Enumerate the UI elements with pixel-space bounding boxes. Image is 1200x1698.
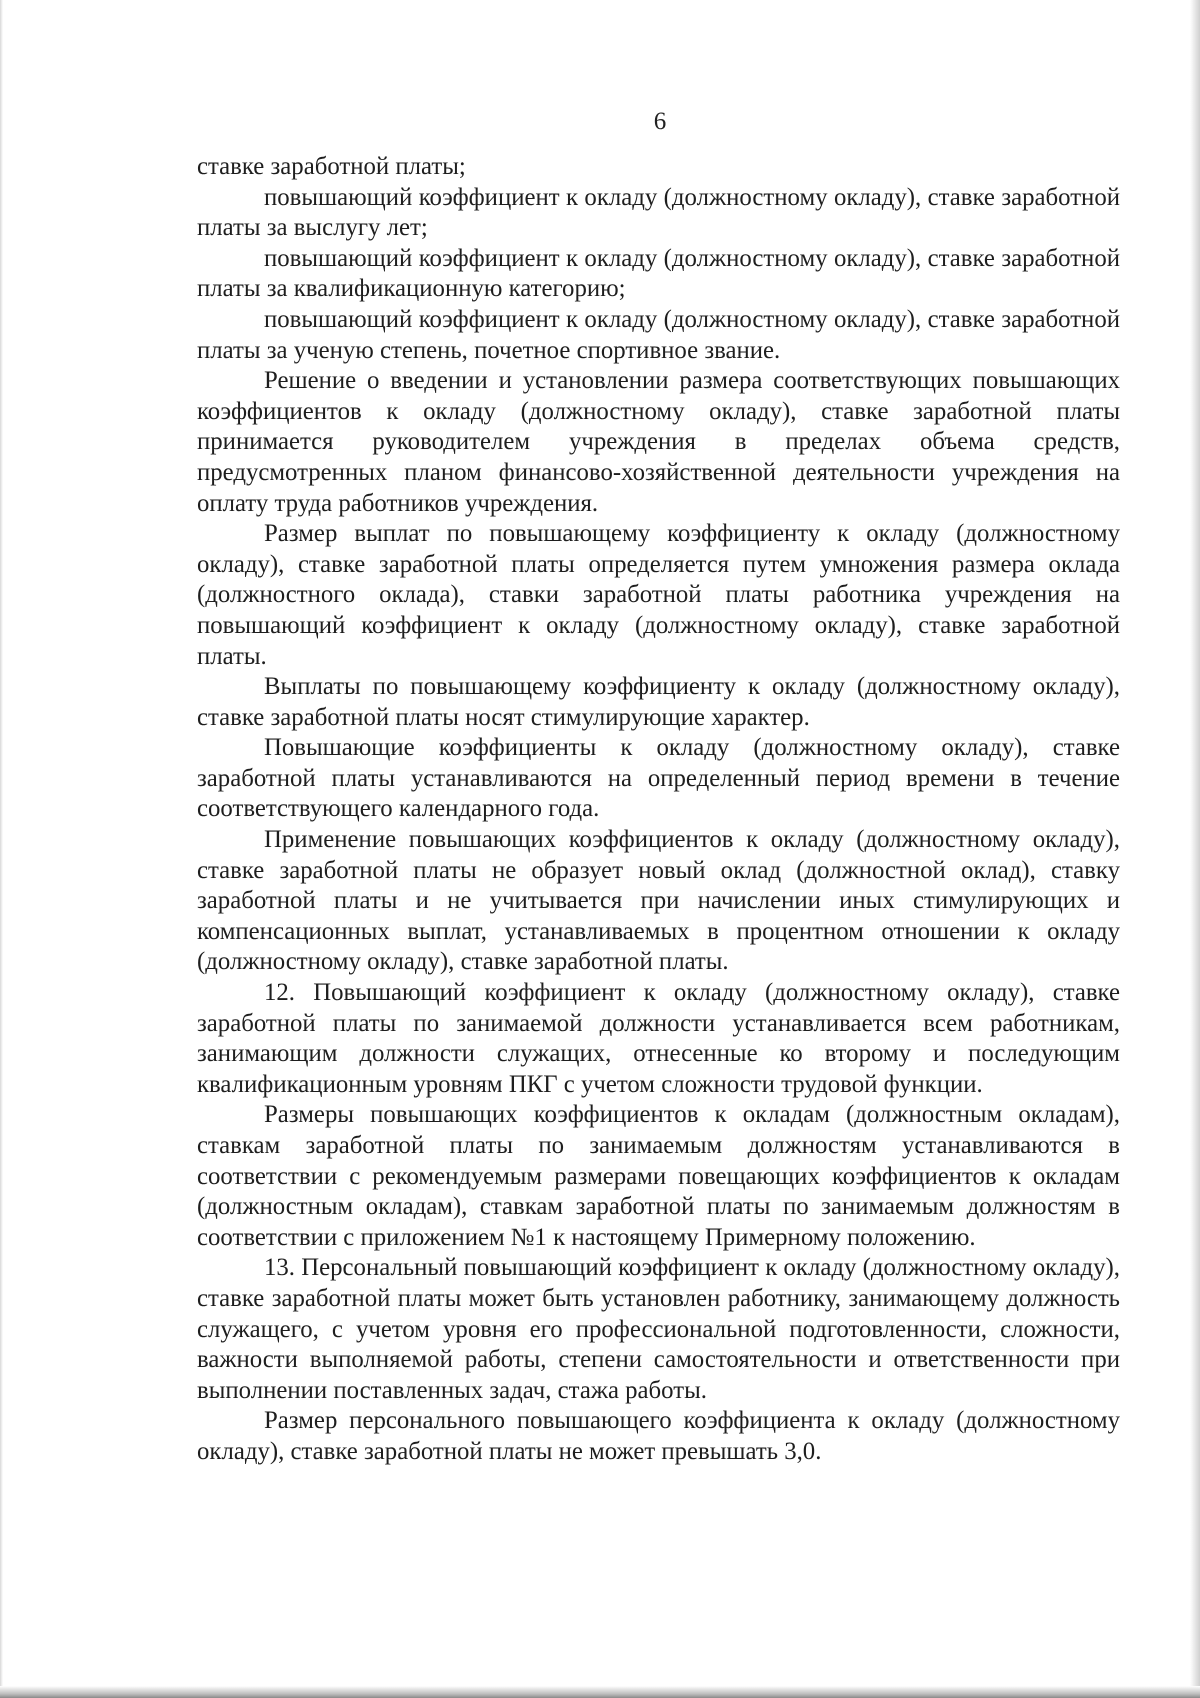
paragraph-payment-size: Размер выплат по повышающему коэффициенту к окладу (должностному окладу), ставке заработной платы определяется путем умножения размера оклада (должностного оклада), ставки заработной платы работника учреждения на повышающий коэффициент к окладу (должностному окладу), ставке заработной платы.: [197, 520, 1120, 670]
paragraph-application: Применение повышающих коэффициентов к окладу (должностному окладу), ставке заработной платы не образует новый оклад (должностной оклад), ставку заработной платы и не учитывается при начислении иных стимулирующих и компенсационных выплат, устанавливаемых в процентном отношении к окладу (должностному окладу), ставке заработной платы.: [197, 826, 1120, 976]
paragraph-qualification-coefficient: повышающий коэффициент к окладу (должностному окладу), ставке заработной платы за квалификационную категорию;: [197, 244, 1120, 303]
paragraph-decision: Решение о введении и установлении размера соответствующих повышающих коэффициентов к окладу (должностному окладу), ставке заработной платы принимается руководителем учреждения в пределах объема средств, предусмотренных планом финансово-хозяйственной деятельности учреждения на оплату труда работников учреждения.: [197, 367, 1120, 517]
body-text: [197, 152, 1120, 1468]
paragraph-payment-character: Выплаты по повышающему коэффициенту к окладу (должностному окладу), ставке заработной платы носят стимулирующие характер.: [197, 673, 1120, 731]
scan-edge-right: [1190, 0, 1200, 1698]
scan-edge-left: [0, 0, 3, 1698]
paragraph-coefficient-sizes: Размеры повышающих коэффициентов к окладам (должностным окладам), ставкам заработной платы по занимаемым должностям устанавливаются в соответствии с рекомендуемым размерами повещающих коэффициентов к окладам (должностным окладам), ставкам заработной платы по занимаемым должностям в соответствии с приложением №1 к настоящему Примерному положению.: [197, 1101, 1120, 1251]
paragraph-degree-coefficient: повышающий коэффициент к окладу (должностному окладу), ставке заработной платы за ученую степень, почетное спортивное звание.: [197, 305, 1120, 364]
paragraph-seniority-coefficient: повышающий коэффициент к окладу (должностному окладу), ставке заработной платы за выслугу лет;: [197, 183, 1120, 242]
paragraph-continuation: ставке заработной платы;: [197, 153, 466, 180]
paragraph-section-12: 12. Повышающий коэффициент к окладу (должностному окладу), ставке заработной платы по занимаемой должности устанавливается всем работникам, занимающим должности служащих, отнесенные ко второму и последующим квалификационным уровням ПКГ с учетом сложности трудовой функции.: [197, 979, 1120, 1098]
paragraph-section-13: 13. Персональный повышающий коэффициент к окладу (должностному окладу), ставке заработной платы может быть установлен работнику, занимающему должность служащего, с учетом уровня его профессиональной подготовленности, сложности, важности выполняемой работы, степени самостоятельности и ответственности при выполнении поставленных задач, стажа работы.: [197, 1254, 1120, 1404]
scan-edge-bottom: [0, 1686, 1200, 1698]
paragraph-period: Повышающие коэффициенты к окладу (должностному окладу), ставке заработной платы устанавливаются на определенный период времени в течение соответствующего календарного года.: [197, 734, 1120, 823]
page-number: 6: [653, 108, 667, 135]
paragraph-personal-limit: Размер персонального повышающего коэффициента к окладу (должностному окладу), ставке заработной платы не может превышать 3,0.: [197, 1407, 1120, 1465]
